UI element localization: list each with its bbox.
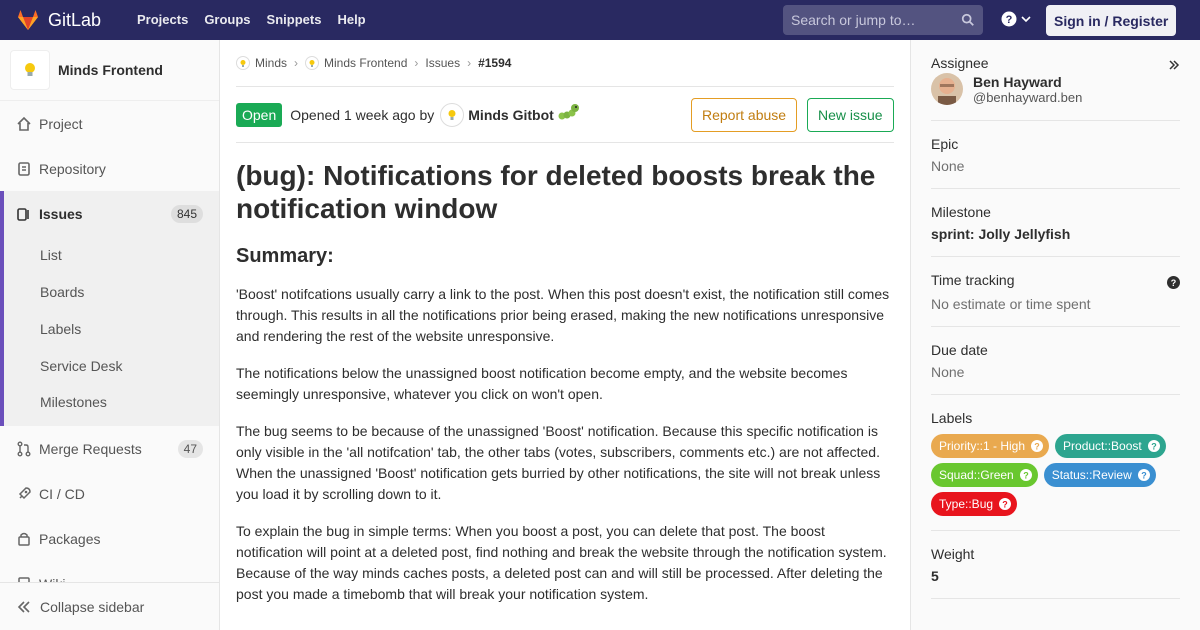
sidebar-sub-milestones[interactable]: Milestones [40, 394, 107, 410]
merge-requests-count-badge: 47 [178, 440, 203, 458]
avatar [931, 73, 963, 105]
right-sidebar [910, 40, 1200, 630]
label-badge[interactable] [931, 492, 1017, 516]
sidebar-sub-labels[interactable]: Labels [40, 320, 82, 337]
question-circle-icon [1001, 11, 1017, 27]
epic-title: Epic [931, 136, 959, 152]
svg-text:?: ? [1151, 441, 1157, 452]
label-text: Squad::Green [939, 468, 1014, 482]
doc-icon [16, 161, 32, 177]
question-circle-icon[interactable] [1167, 276, 1180, 292]
label-badge[interactable] [931, 463, 1038, 487]
package-icon [16, 531, 32, 547]
top-navbar [0, 0, 1200, 40]
project-header[interactable] [0, 40, 219, 101]
lightbulb-icon [236, 56, 250, 70]
gitlab-logo-icon [16, 8, 40, 32]
breadcrumb-issues[interactable]: Issues [425, 56, 461, 70]
project-name: Minds Frontend [58, 62, 163, 78]
search-input[interactable] [791, 12, 951, 28]
time-ago[interactable]: 1 week ago [343, 106, 416, 123]
due-date-block [931, 327, 1180, 395]
time-tracking-value: No estimate or time spent [931, 296, 1091, 312]
milestone-block [931, 189, 1180, 257]
lightbulb-icon [305, 56, 319, 70]
search-icon [961, 13, 975, 27]
status-badge: Open [236, 103, 282, 127]
sidebar-sub-boards[interactable]: Boards [40, 283, 85, 300]
brand-name: GitLab [48, 9, 102, 30]
breadcrumb-issue-id[interactable]: #1594 [478, 56, 512, 70]
sidebar-item-label: Project [39, 115, 83, 132]
label-text: Priority::1 - High [939, 439, 1026, 453]
collapse-sidebar-label: Collapse sidebar [40, 598, 145, 615]
issue-header [236, 87, 894, 143]
double-chevron-left-icon [16, 599, 32, 615]
sidebar-item-merge-requests[interactable] [0, 426, 219, 471]
question-circle-icon [1031, 440, 1043, 452]
assignee-name-block [973, 74, 1082, 105]
label-text: Product::Boost [1063, 439, 1142, 453]
sidebar-item-label: Packages [39, 530, 101, 547]
question-circle-icon [999, 498, 1011, 510]
summary-heading: Summary: [236, 245, 334, 267]
opened-label: Opened [290, 106, 341, 123]
svg-text:?: ? [1170, 278, 1177, 288]
lightbulb-icon [22, 61, 38, 79]
chevron-down-icon [1021, 14, 1031, 24]
weight-value: 5 [931, 568, 939, 584]
sidebar-issues-group [0, 191, 219, 426]
svg-text:?: ? [1141, 470, 1147, 481]
caterpillar-emoji-icon [558, 102, 580, 122]
sidebar-item-label: Repository [39, 160, 106, 177]
issue-main [236, 40, 894, 605]
nav-projects[interactable]: Projects [137, 12, 189, 27]
assignee-name: Ben Hayward [973, 73, 1062, 90]
svg-text:?: ? [1034, 441, 1040, 452]
sidebar-item-packages[interactable] [0, 516, 219, 561]
nav-links [129, 0, 374, 40]
issues-count-badge: 845 [171, 205, 203, 223]
breadcrumb-label: Minds [255, 56, 288, 70]
epic-block [931, 121, 1180, 189]
label-text: Type::Bug [939, 497, 994, 511]
collapse-sidebar-button[interactable] [0, 582, 219, 630]
labels-title: Labels [931, 410, 973, 426]
chevron-right-icon: › [467, 56, 472, 70]
sidebar-item-label: Merge Requests [39, 440, 142, 457]
milestone-title: Milestone [931, 204, 991, 220]
breadcrumb-label: Minds Frontend [324, 56, 408, 70]
time-tracking-title: Time tracking [931, 272, 1015, 288]
opened-info [290, 103, 580, 127]
sidebar-item-ci-cd[interactable] [0, 471, 219, 516]
description-paragraph: The bug seems to be because of the unassigned 'Boost' notification. Because this specific notification is only visible in the 'all notifcation' tab, the other tabs (votes, subscribers, comments etc.) are not affected. When the unassigned 'Boost' notification gets burried by other notifications, the site will not break unless you load it by scrolling down to it. [236, 423, 881, 502]
assignee-title: Assignee [931, 55, 989, 71]
rocket-icon [16, 486, 32, 502]
breadcrumb [236, 40, 894, 87]
breadcrumb-minds[interactable] [236, 56, 287, 70]
author-name[interactable]: Minds Gitbot [468, 106, 554, 123]
description-paragraph: 'Boost' notifcations usually carry a link to the post. When this post doesn't exist, the notification still comes through. This results in all the notifications prior being erased, making the new notifications unresponsive and rendering the rest of the website unresponsive. [236, 286, 890, 344]
sidebar-sub-list[interactable]: List [40, 246, 62, 263]
svg-text:?: ? [1002, 499, 1008, 510]
svg-text:?: ? [1005, 14, 1013, 26]
question-circle-icon [1138, 469, 1150, 481]
breadcrumb-minds-frontend[interactable] [305, 56, 407, 70]
assignee[interactable] [931, 73, 1180, 105]
question-circle-icon [1020, 469, 1032, 481]
label-badge[interactable] [931, 434, 1049, 458]
merge-icon [16, 441, 32, 457]
chevron-right-icon: › [294, 56, 299, 70]
nav-groups[interactable]: Groups [204, 12, 251, 27]
weight-block [931, 531, 1180, 599]
due-date-value: None [931, 364, 965, 380]
report-abuse-button[interactable]: Report abuse [691, 98, 797, 132]
nav-help[interactable]: Help [337, 12, 366, 27]
nav-snippets[interactable]: Snippets [266, 12, 322, 27]
milestone-value[interactable]: sprint: Jolly Jellyfish [931, 226, 1071, 242]
issues-icon [16, 206, 32, 222]
home-icon [16, 116, 32, 132]
label-badge[interactable] [1055, 434, 1166, 458]
help-dropdown[interactable] [1001, 11, 1031, 27]
sign-in-button[interactable]: Sign in / Register [1046, 5, 1176, 36]
sidebar-item-project[interactable] [0, 101, 219, 146]
author-avatar[interactable] [440, 103, 464, 127]
project-avatar [10, 50, 50, 90]
sidebar-sub-service-desk[interactable]: Service Desk [40, 357, 123, 374]
sidebar-item-repository[interactable] [0, 146, 219, 191]
double-chevron-right-icon[interactable] [1168, 58, 1180, 74]
question-circle-icon [1148, 440, 1160, 452]
new-issue-button[interactable]: New issue [807, 98, 894, 132]
by-label: by [419, 106, 435, 123]
issue-title: (bug): Notifications for deleted boosts break the notification window [236, 160, 876, 224]
time-tracking-block [931, 257, 1180, 327]
assignee-block [931, 40, 1180, 121]
description-paragraph: To explain the bug in simple terms: When you boost a post, you can delete that post. The boost notification will point at a deleted post, find nothing and break the website through the notification system. Because of the way minds caches posts, a deleted post can and will still be processed. After deleting the post you made a timebomb that will break your notification system. [236, 523, 887, 602]
search-box[interactable] [783, 5, 983, 35]
svg-text:?: ? [1022, 470, 1029, 481]
label-text: Status::Review [1051, 468, 1132, 482]
description-paragraph: The notifications below the unassigned boost notification become empty, and the website becomes seemingly unresponsive, whatever you click on won't open. [236, 365, 848, 402]
assignee-username: @benhayward.ben [973, 89, 1083, 105]
labels-list [931, 434, 1180, 516]
label-badge[interactable] [1044, 463, 1156, 487]
gitlab-home-link[interactable] [16, 8, 113, 32]
epic-value: None [931, 158, 965, 174]
labels-block [931, 395, 1180, 531]
sidebar-item-label: CI / CD [39, 485, 85, 502]
lightbulb-icon [447, 109, 457, 121]
sidebar-item-issues[interactable] [4, 191, 219, 236]
due-date-title: Due date [931, 342, 988, 358]
sidebar-item-label: Issues [39, 205, 83, 222]
chevron-right-icon: › [414, 56, 419, 70]
left-sidebar [0, 40, 220, 630]
weight-title: Weight [931, 546, 975, 562]
